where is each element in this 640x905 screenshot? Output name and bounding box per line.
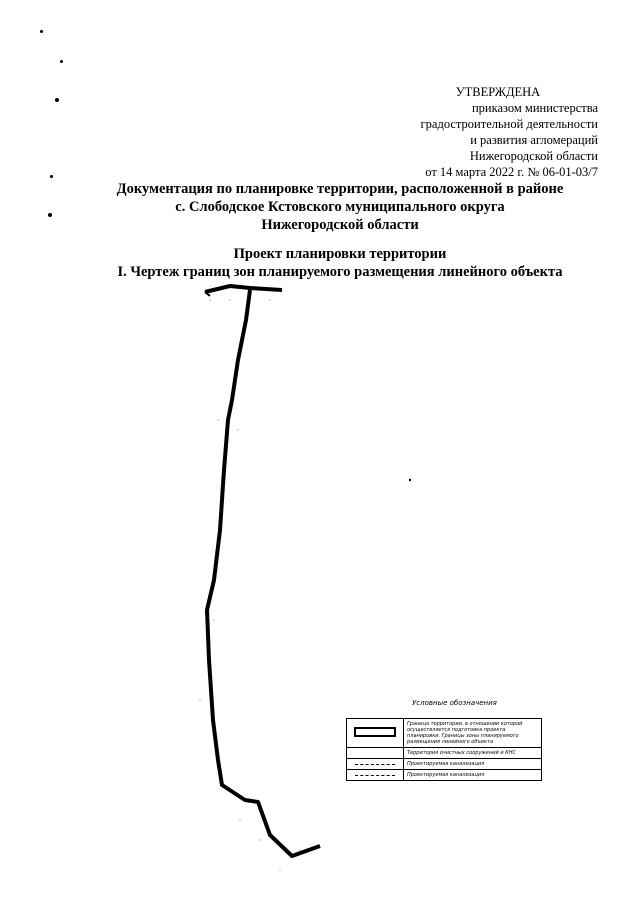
legend-symbol [347,719,404,748]
legend-symbol [347,770,404,781]
legend-table [346,718,542,781]
legend-label: Территория очистных сооружений и КНС [404,748,542,759]
title-line: I. Чертеж границ зон планируемого размещения линейного объекта [117,264,563,280]
sewer-line-icon [355,775,395,776]
title-line: Нижегородской области [261,217,419,233]
linear-object-route [207,290,320,856]
approval-line: приказом министерства [471,101,598,115]
legend-row [347,770,542,781]
title-line: Проект планировки территории [233,246,447,262]
boundary-rect-icon [354,727,396,737]
scan-speck [409,479,411,481]
approval-line: и развития агломераций [470,133,598,147]
approval-heading: УТВЕРЖДЕНА [455,85,541,99]
legend-label: Граница территории, в отношении которой осуществляется подготовка проекта планировки. Границы зоны планируемого размещения линейного объекта [404,719,542,748]
legend-label: Проектируемая канализация [404,759,542,770]
approval-line: Нижегородской области [469,149,598,163]
sewer-line-icon [355,764,395,765]
title-line: с. Слободское Кстовского муниципального округа [175,199,505,215]
legend-row [347,719,542,748]
legend-symbol [347,748,404,759]
linear-object-route [205,286,282,292]
title-line: Документация по планировке территории, расположенной в районе [116,181,564,197]
legend-row [347,748,542,759]
legend-symbol [347,759,404,770]
legend-row [347,759,542,770]
approval-line: градостроительной деятельности [420,117,598,131]
approval-date: от 14 марта 2022 г. № 06-01-03/7 [425,165,598,179]
legend-title: Условные обозначения [412,699,497,707]
legend-label: Проектируемая канализация [404,770,542,781]
